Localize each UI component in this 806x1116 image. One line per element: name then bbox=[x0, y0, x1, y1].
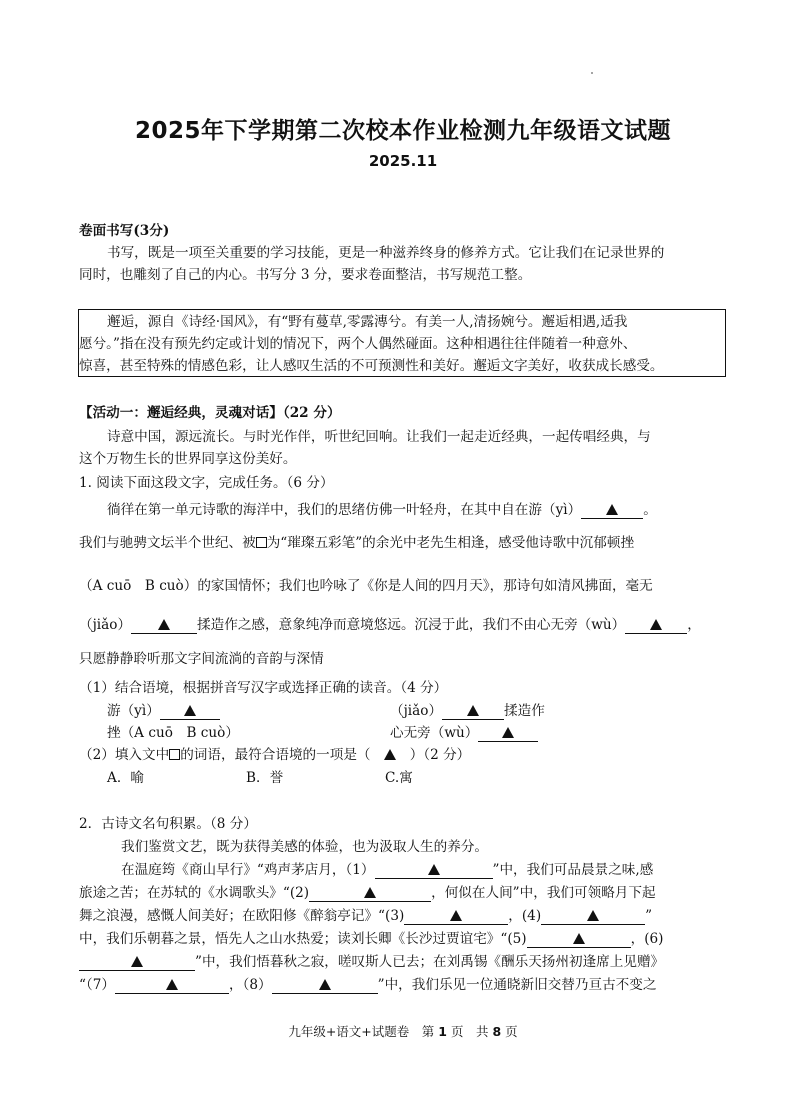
triangle-marker-icon bbox=[587, 910, 599, 921]
question1-heading: 1. 阅读下面这段文字，完成任务。（6 分） bbox=[79, 475, 334, 491]
q2-line7: “（7） ，（8） ”中，我们乐见一位通晓新旧交替乃亘古不变之 bbox=[79, 977, 657, 993]
q1-passage-line3: （A cuō B cuò）的家国情怀；我们也吟咏了《你是人间的四月天》，那诗句如清风拂面，毫无 bbox=[79, 578, 653, 594]
triangle-marker-icon bbox=[428, 864, 440, 875]
triangle-marker-icon bbox=[158, 619, 170, 630]
page-footer: 九年级+语文+试题卷 第 1 页 共 8 页 bbox=[288, 1024, 518, 1039]
answer-blank-you[interactable] bbox=[581, 503, 643, 519]
answer-blank-sub-wu[interactable] bbox=[478, 726, 538, 742]
option-a[interactable]: A．喻 bbox=[107, 770, 145, 786]
q2-line4: 舞之浪漫，感慨人间美好；在欧阳修《醉翁亭记》“(3) ，(4) ” bbox=[79, 908, 653, 924]
answer-blank-wu[interactable] bbox=[625, 618, 687, 634]
triangle-marker-icon bbox=[184, 705, 196, 716]
handwriting-paragraph-line1: 书写，既是一项至关重要的学习技能，更是一种滋养终身的修养方式。它让我们在记录世界的 bbox=[107, 245, 665, 261]
triangle-marker-icon bbox=[467, 705, 479, 716]
current-page-number: 1 bbox=[438, 1024, 447, 1039]
triangle-marker-icon bbox=[131, 956, 143, 967]
answer-blank-q2-2[interactable] bbox=[309, 886, 431, 902]
q1-passage-line2: 我们与驰骋文坛半个世纪、被 为“璀璨五彩笔”的余光中老先生相逢，感受他诗歌中沉郁顿挫 bbox=[79, 535, 635, 551]
q1-sub1-heading: （1）结合语境，根据拼音写汉字或选择正确的读音。（4 分） bbox=[79, 680, 448, 696]
q1-passage-line1: 徜徉在第一单元诗歌的海洋中，我们的思绪仿佛一叶轻舟，在其中自在游（yì） 。 bbox=[107, 502, 657, 518]
q1-passage-line5: 只愿静静聆听那文字间流淌的音韵与深情 bbox=[79, 651, 324, 667]
triangle-marker-icon bbox=[319, 979, 331, 990]
handwriting-paragraph-line2: 同时，也雕刻了自己的内心。书写分 3 分，要求卷面整洁，书写规范工整。 bbox=[79, 267, 532, 283]
exam-date: 2025.11 bbox=[368, 152, 438, 170]
answer-blank-q2-7[interactable] bbox=[115, 978, 229, 994]
q1-sub1-row2-right: 心无旁（wù） bbox=[390, 722, 746, 744]
activity1-intro-line1: 诗意中国，源远流长。与时光作伴，听世纪回响。让我们一起走近经典，一起传唱经典，与 bbox=[107, 429, 651, 445]
q1-passage-text: 徜徉在第一单元诗歌的海洋中，我们的思绪仿佛一叶轻舟，在其中自在游（yì） bbox=[107, 502, 582, 518]
answer-blank-jiao[interactable] bbox=[131, 618, 197, 634]
total-pages: 8 bbox=[492, 1024, 502, 1039]
q2-line3: 旅途之苦；在苏轼的《水调歌头》“(2) ，何似在人间”中，我们可领略月下起 bbox=[79, 885, 656, 901]
box-line2: 愿兮。”指在没有预先约定或计划的情况下，两个人偶然碰面。这种相遇往往伴随着一种意外、 bbox=[79, 336, 637, 352]
answer-blank-q2-5[interactable] bbox=[527, 932, 631, 948]
q1-sub1-row2: 挫（A cuō B cuò） bbox=[107, 725, 239, 741]
q2-line6: ”中，我们悟暮秋之寂，嗟叹斯人已去；在刘禹锡《酬乐天扬州初逢席上见赠》 bbox=[79, 951, 746, 973]
blank-square-icon bbox=[169, 749, 180, 760]
triangle-marker-icon bbox=[650, 619, 662, 630]
blank-square-icon[interactable] bbox=[256, 537, 267, 548]
answer-blank-q2-8[interactable] bbox=[272, 978, 378, 994]
exam-title: 2025年下学期第二次校本作业检测九年级语文试题 bbox=[134, 118, 671, 144]
option-c[interactable]: C.寓 bbox=[385, 770, 413, 786]
handwriting-heading: 卷面书写(3分) bbox=[79, 223, 170, 239]
triangle-marker-icon bbox=[450, 910, 462, 921]
activity1-intro-line2: 这个万物生长的世界同享这份美好。 bbox=[79, 451, 297, 467]
answer-blank-q2-3[interactable] bbox=[404, 909, 508, 925]
answer-blank-q2-4[interactable] bbox=[541, 909, 645, 925]
q1-passage-line4: （jiǎo） 揉造作之感，意象纯净而意境悠远。沉浸于此，我们不由心无旁（wù） ， bbox=[79, 617, 701, 633]
q2-line2: 在温庭筠《商山早行》“鸡声茅店月，（1） ”中，我们可品晨景之味,感 bbox=[121, 862, 654, 878]
answer-blank-q2-6[interactable] bbox=[79, 955, 195, 971]
triangle-marker-icon bbox=[166, 979, 178, 990]
q2-line5: 中，我们乐朝暮之景，悟先人之山水热爱；读刘长卿《长沙过贾谊宅》“(5) ，(6) bbox=[79, 931, 664, 947]
q1-sub2-question: （2）填入文中 的词语，最符合语境的一项是（ ）（2 分） bbox=[79, 747, 471, 763]
box-line3: 惊喜，甚至特殊的情感色彩，让人感叹生活的不可预测性和美好。邂逅文字美好，收获成长感受。 bbox=[79, 358, 664, 374]
triangle-marker-icon bbox=[573, 933, 585, 944]
q1-sub1-row1-right: （jiǎo） 揉造作 bbox=[390, 703, 545, 719]
answer-blank-sub-jiao[interactable] bbox=[442, 704, 504, 720]
question2-heading: 2．古诗文名句积累。（8 分） bbox=[79, 816, 257, 832]
q1-sub1-row1: 游（yì） bbox=[79, 700, 746, 722]
box-line1: 邂逅，源自《诗经·国风》，有“野有蔓草,零露漙兮。有美一人,清扬婉兮。邂逅相遇,适我 bbox=[107, 314, 628, 330]
triangle-marker-icon bbox=[364, 887, 376, 898]
activity1-heading: 【活动一：邂逅经典，灵魂对话】（22 分） bbox=[79, 405, 341, 421]
answer-blank-q2-1[interactable] bbox=[375, 863, 493, 879]
q2-line1: 我们鉴赏文艺，既为获得美感的体验，也为汲取人生的养分。 bbox=[121, 839, 489, 855]
answer-blank-sub-you[interactable] bbox=[160, 704, 220, 720]
triangle-marker-icon[interactable] bbox=[384, 749, 396, 760]
triangle-marker-icon bbox=[502, 727, 514, 738]
scan-speck bbox=[591, 72, 593, 74]
option-b[interactable]: B．誉 bbox=[246, 770, 284, 786]
triangle-marker-icon bbox=[606, 504, 618, 515]
